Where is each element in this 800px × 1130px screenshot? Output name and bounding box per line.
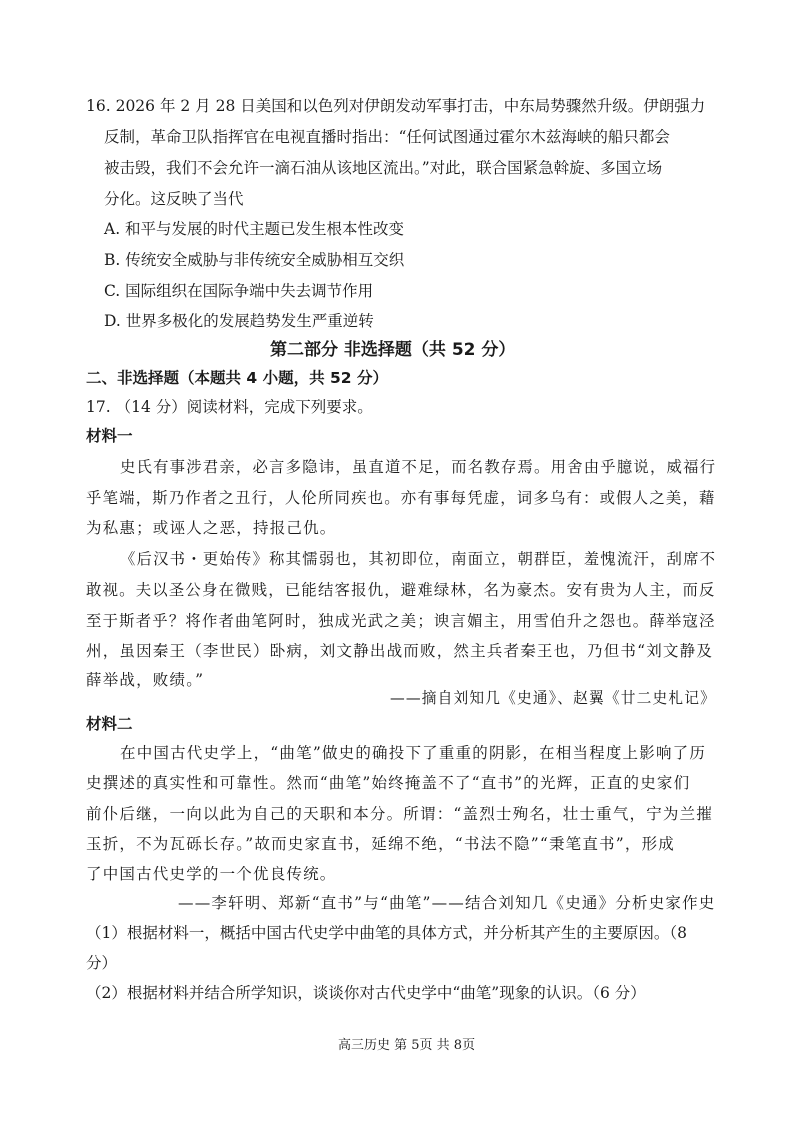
q16-option-d: D. 世界多极化的发展趋势发生严重逆转 [104, 312, 374, 330]
material1-source: ——摘自刘知几《史通》、赵翼《廿二史札记》 [390, 689, 716, 707]
material2-label: 材料二 [86, 715, 133, 733]
material2-line-3: 前仆后继，一向以此为自己的天职和本分。所谓：“盖烈士殉名，壮士重气，宁为兰摧 [86, 805, 714, 823]
q16-option-c: C. 国际组织在国际争端中失去调节作用 [104, 282, 374, 300]
q16-option-a: A. 和平与发展的时代主题已发生根本性改变 [104, 220, 405, 238]
material2-line-4: 玉折，不为瓦砾长存。”故而史家直书，延绵不绝，“书法不隐”“秉笔直书”，形成 [86, 835, 675, 853]
part2-title: 第二部分 非选择题（共 52 分） [270, 340, 516, 360]
page-footer: 高三历史 第 5页 共 8页 [338, 1038, 476, 1053]
q17-sub2: （2）根据材料并结合所学知识，谈谈你对古代史学中“曲笔”现象的认识。（6 分） [86, 984, 646, 1002]
material1-line-3: 为私惠；或诬人之恶，持报己仇。 [86, 519, 337, 537]
q16-line-4: 分化。这反映了当代 [104, 190, 244, 208]
material1-line-4: 《后汉书・更始传》称其懦弱也，其初即位，南面立，朝群臣，羞愧流汗，刮席不 [120, 550, 717, 568]
material2-line-2: 史撰述的真实性和可靠性。然而“曲笔”始终掩盖不了“直书”的光辉，正直的史家们 [86, 774, 691, 792]
q16-line-3: 被击毁，我们不会允许一滴石油从该地区流出。”对此，联合国紧急斡旋、多国立场 [104, 159, 663, 177]
q17-stem: 17. （14 分）阅读材料，完成下列要求。 [86, 398, 373, 416]
material1-line-8: 薛举战，败绩。” [86, 671, 205, 689]
q16-line-2: 反制，革命卫队指挥官在电视直播时指出：“任何试图通过霍尔木兹海峡的船只都会 [104, 128, 670, 146]
section-heading: 二、非选择题（本题共 4 小题，共 52 分） [86, 369, 388, 387]
material1-label: 材料一 [86, 427, 133, 445]
q17-sub1-line-2: 分） [86, 954, 118, 972]
material1-line-6: 至于斯者乎？将作者曲笔阿时，独成光武之美；谀言媚主，用雪伯升之怨也。薛举寇泾 [86, 612, 716, 630]
material1-line-1: 史氏有事涉君亲，必言多隐讳，虽直道不足，而名教存焉。用舍由乎臆说，威福行 [120, 458, 717, 476]
material2-line-1: 在中国古代史学上，“曲笔”做史的确投下了重重的阴影，在相当程度上影响了历 [120, 744, 707, 762]
q16-line-1: 16. 2026 年 2 月 28 日美国和以色列对伊朗发动军事打击，中东局势骤然升级。伊朗强力 [86, 97, 706, 115]
material1-line-7: 州，虽因秦王（李世民）卧病，刘文静出战而败，然主兵者秦王也，乃但书“刘文静及 [86, 642, 714, 660]
material1-line-2: 乎笔端，斯乃作者之丑行，人伦所同疾也。亦有事每凭虚，词多乌有：或假人之美，藉 [86, 489, 716, 507]
material2-source: ——李轩明、郑新“直书”与“曲笔”——结合刘知几《史通》分析史家作史 [178, 894, 716, 912]
q17-sub1-line-1: （1）根据材料一，概括中国古代史学中曲笔的具体方式，并分析其产生的主要原因。（8 [86, 924, 687, 942]
material2-line-5: 了中国古代史学的一个优良传统。 [86, 865, 337, 883]
q16-option-b: B. 传统安全威胁与非传统安全威胁相互交织 [104, 251, 405, 269]
material1-line-5: 敢视。夫以圣公身在微贱，已能结客报仇，避难绿林，名为豪杰。安有贵为人主，而反 [86, 581, 716, 599]
